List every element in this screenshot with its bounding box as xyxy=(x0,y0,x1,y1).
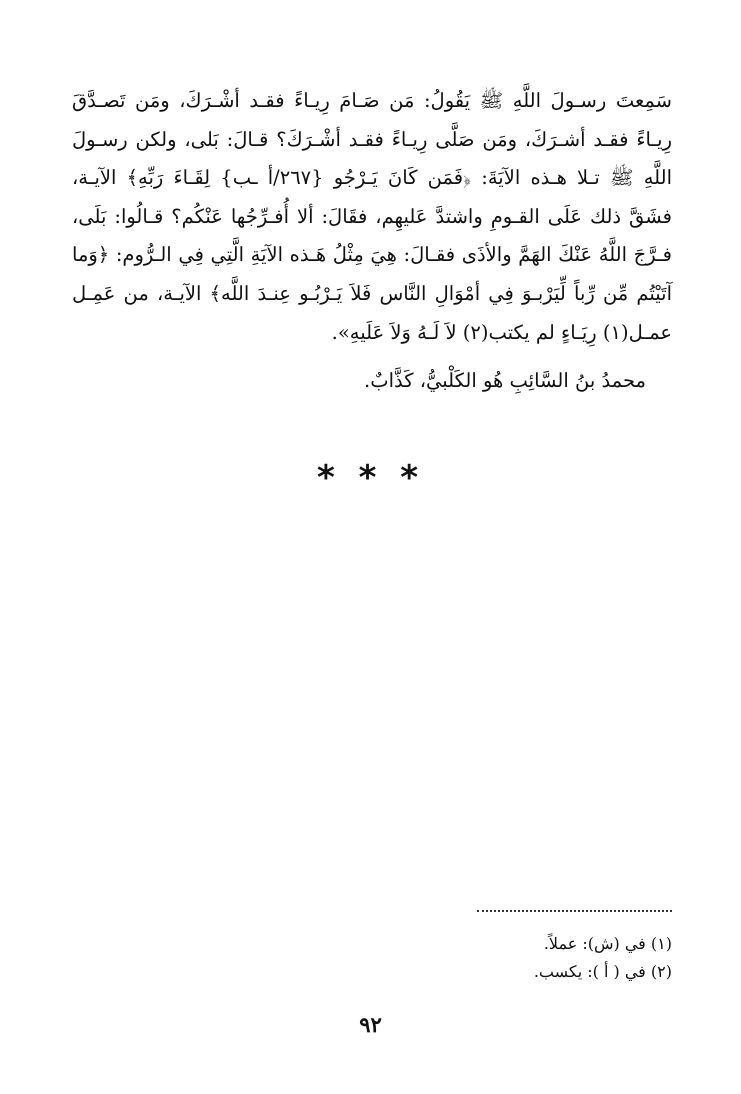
footnotes xyxy=(380,930,672,986)
hadith-body xyxy=(72,82,672,352)
page-number: ٩٢ xyxy=(359,1012,382,1037)
footnote-2: (٢) في ( أ ): يكسب. xyxy=(533,962,672,981)
footnote-1: (١) في (ش): عملاً. xyxy=(543,934,672,953)
hadith-paragraph: سَمِعتَ رسـولَ اللَّهِ ﷺ يَقُولُ: مَن صَـامَ رِيـاءً فقـد أشْـرَكَ، ومَن تَصـدَّقَ رِيـاءً فقـد أشـرَكَ، ومَن صَلَّى رِيـاءً فقـد أشْـرَكَ؟ قـالَ: بَلى، ولكن رسـولَ اللَّهِ ﷺ تـلا هـذه الآيَةَ: ﴿فَمَن كَانَ يَـرْجُو {٢٦٧/أ ـب} لِقَـاءَ رَبِّهِ﴾ الآيـة، فشَقَّ ذلك عَلَى القـومِ واشتدَّ عَليهِم، فقَالَ: ألا أُفـرِّجُها عَنْكُم؟ قـالُوا: بَلَى، فـرَّجَ اللَّهُ عَنْكَ الهَمَّ والأذَى فقـالَ: هِيَ مِثْلُ هَـذه الآيَةِ الَّتِي فِي الـرُّوم: ﴿وَما آتَيْتُم مِّن رِّباً لِّيَرْبـوَ فِي أمْوَالِ النَّاس فَلاَ يَـرْبُـو عِنـدَ اللَّه﴾ الآيـة، من عَمِـل عمـل(١) رِيَـاءٍ لم يكتب(٢) لاَ لَـهُ وَلاَ عَلَيهِ». xyxy=(72,89,672,344)
narrator-note: محمدُ بنُ السَّائِبِ هُو الكَلْبيُّ، كَذَّابٌ. xyxy=(364,369,646,392)
footnote-divider xyxy=(477,910,672,912)
section-separator: * * * xyxy=(316,458,424,498)
